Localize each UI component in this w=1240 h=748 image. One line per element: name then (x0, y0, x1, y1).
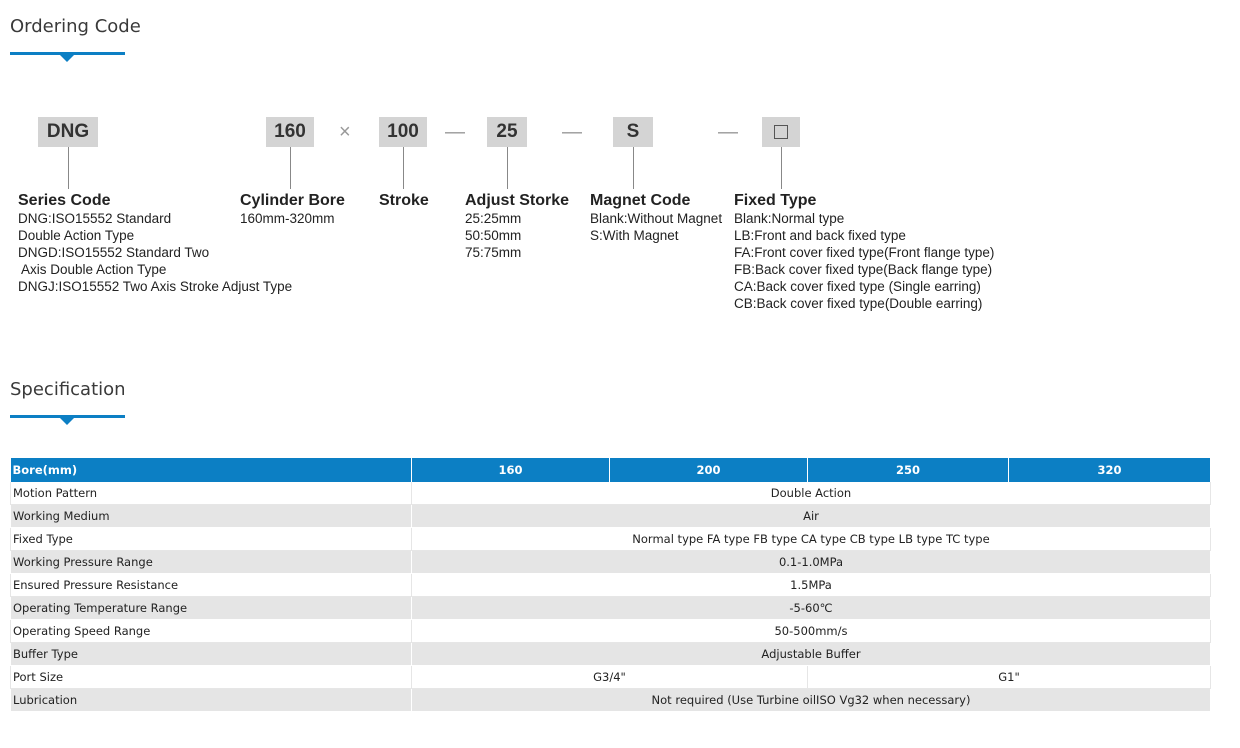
fixed-type-heading: Fixed Type (734, 192, 817, 209)
series-code-heading: Series Code (18, 192, 111, 209)
fixed-type-line: FB:Back cover fixed type(Back flange type) (734, 262, 993, 277)
code-box-series: DNG (38, 117, 98, 147)
table-row (11, 574, 1211, 597)
cylinder-bore-desc (240, 191, 345, 227)
fixed-type-line: Blank:Normal type (734, 211, 845, 226)
connector-fixed (781, 147, 782, 189)
adjust-stroke-line: 50:50mm (465, 228, 522, 243)
specification-caret-icon (60, 418, 74, 425)
adjust-stroke-line: 75:75mm (465, 245, 522, 260)
adjust-stroke-desc (465, 191, 569, 261)
fixed-type-line: FA:Front cover fixed type(Front flange type) (734, 245, 995, 260)
fixed-type-line: CB:Back cover fixed type(Double earring) (734, 296, 983, 311)
table-row (11, 643, 1211, 666)
row-label: Operating Temperature Range (11, 597, 412, 620)
specification-title: Specification (10, 379, 126, 400)
code-box-bore: 160 (266, 117, 314, 147)
connector-stroke (403, 147, 404, 189)
row-value: G1" (808, 666, 1211, 689)
table-row (11, 482, 1211, 505)
stroke-heading: Stroke (379, 192, 429, 209)
row-value: Adjustable Buffer (412, 643, 1211, 666)
connector-bore (290, 147, 291, 189)
series-code-line: Axis Double Action Type (18, 262, 167, 277)
connector-adjust (507, 147, 508, 189)
row-value: 1.5MPa (412, 574, 1211, 597)
row-label: Motion Pattern (11, 482, 412, 505)
times-separator: × (339, 121, 351, 143)
connector-magnet (633, 147, 634, 189)
row-label: Working Pressure Range (11, 551, 412, 574)
row-value: G3/4" (412, 666, 808, 689)
code-box-stroke: 100 (379, 117, 427, 147)
connector-series (68, 147, 69, 189)
row-value: Double Action (412, 482, 1211, 505)
row-value: Not required (Use Turbine oilISO Vg32 when necessary) (412, 689, 1211, 712)
table-header-cell: 160 (412, 458, 610, 482)
specification-table (10, 458, 1211, 712)
series-code-line: DNGJ:ISO15552 Two Axis Stroke Adjust Type (18, 279, 293, 294)
row-value: Air (412, 505, 1211, 528)
row-value: Normal type FA type FB type CA type CB type LB type TC type (412, 528, 1211, 551)
table-header-cell: 250 (808, 458, 1009, 482)
dash-separator-2: — (562, 121, 582, 143)
series-code-line: Double Action Type (18, 228, 135, 243)
code-box-fixed (762, 117, 800, 147)
row-label: Fixed Type (11, 528, 412, 551)
row-value: 0.1-1.0MPa (412, 551, 1211, 574)
adjust-stroke-line: 25:25mm (465, 211, 522, 226)
ordering-code-title: Ordering Code (10, 16, 141, 37)
cylinder-bore-heading: Cylinder Bore (240, 192, 345, 209)
row-label: Lubrication (11, 689, 412, 712)
row-label: Ensured Pressure Resistance (11, 574, 412, 597)
table-row (11, 689, 1211, 712)
table-row (11, 551, 1211, 574)
row-value: -5-60℃ (412, 597, 1211, 620)
table-header-cell: 320 (1009, 458, 1211, 482)
dash-separator-3: — (718, 121, 738, 143)
table-row (11, 528, 1211, 551)
magnet-code-line: S:With Magnet (590, 228, 679, 243)
row-label: Operating Speed Range (11, 620, 412, 643)
magnet-code-heading: Magnet Code (590, 192, 691, 209)
magnet-code-desc (590, 191, 722, 244)
series-code-line: DNG:ISO15552 Standard (18, 211, 172, 226)
empty-square-icon (774, 125, 788, 139)
adjust-stroke-heading: Adjust Storke (465, 192, 570, 209)
table-header-cell: Bore(mm) (11, 458, 412, 482)
fixed-type-line: CA:Back cover fixed type (Single earring) (734, 279, 981, 294)
row-label: Working Medium (11, 505, 412, 528)
table-row (11, 620, 1211, 643)
fixed-type-line: LB:Front and back fixed type (734, 228, 906, 243)
ordering-code-caret-icon (60, 55, 74, 62)
table-row (11, 597, 1211, 620)
table-row (11, 666, 1211, 689)
magnet-code-line: Blank:Without Magnet (590, 211, 723, 226)
table-header-row (11, 458, 1211, 482)
dash-separator-1: — (445, 121, 465, 143)
row-label: Buffer Type (11, 643, 412, 666)
series-code-line: DNGD:ISO15552 Standard Two (18, 245, 210, 260)
cylinder-bore-line: 160mm-320mm (240, 211, 335, 226)
fixed-type-desc (734, 191, 994, 312)
code-box-adjust: 25 (487, 117, 527, 147)
table-row (11, 505, 1211, 528)
table-header-cell: 200 (610, 458, 808, 482)
row-label: Port Size (11, 666, 412, 689)
stroke-desc (379, 191, 429, 210)
row-value: 50-500mm/s (412, 620, 1211, 643)
code-box-magnet: S (613, 117, 653, 147)
